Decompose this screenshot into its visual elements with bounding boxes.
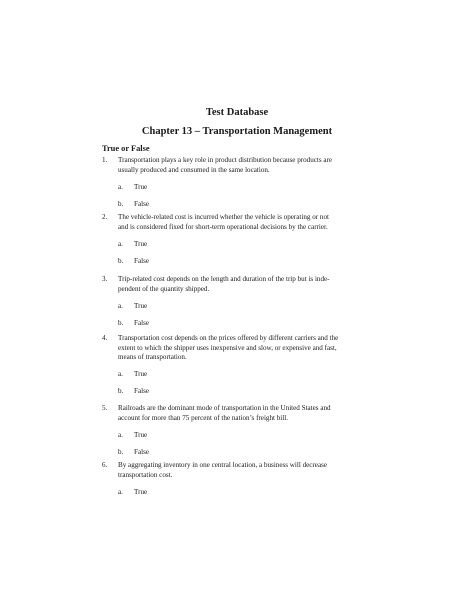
- question-stem: [102, 213, 372, 232]
- answer-option: [118, 387, 372, 397]
- question-line: pendent of the quantity shipped.: [118, 284, 210, 293]
- question-stem: [102, 275, 372, 294]
- answer-option: [118, 183, 372, 193]
- question-line: Railroads are the dominant mode of transportation in the United States and: [118, 404, 331, 412]
- option-text: True: [134, 487, 148, 496]
- answer-options: [118, 370, 372, 397]
- question-5: [102, 404, 372, 457]
- answer-option: [118, 302, 372, 312]
- option-letter: a.: [118, 182, 123, 191]
- question-line: By aggregating inventory in one central location, a business will decrease: [118, 461, 328, 469]
- question-number: 6.: [102, 461, 108, 469]
- option-text: False: [134, 199, 149, 208]
- question-stem: [102, 461, 372, 480]
- question-line: Transportation plays a key role in product distribution because products are: [118, 156, 333, 164]
- answer-option: [118, 200, 372, 210]
- answer-options: [118, 488, 372, 498]
- option-letter: b.: [118, 447, 124, 456]
- option-text: False: [134, 256, 149, 265]
- option-letter: b.: [118, 318, 124, 327]
- answer-options: [118, 183, 372, 210]
- option-text: False: [134, 447, 149, 456]
- answer-options: [118, 240, 372, 267]
- option-text: True: [134, 301, 148, 310]
- question-stem: [102, 404, 372, 423]
- question-line: and is considered fixed for short-term operational decisions by the carrier.: [118, 222, 328, 231]
- question-4: [102, 334, 372, 397]
- question-line: Trip-related cost depends on the length and duration of the trip but is inde-: [118, 275, 330, 283]
- answer-option: [118, 448, 372, 458]
- answer-option: [118, 488, 372, 498]
- option-letter: a.: [118, 301, 123, 310]
- question-line: The vehicle-related cost is incurred whether the vehicle is operating or not: [118, 213, 329, 221]
- question-stem: [102, 156, 372, 175]
- document-title: Test Database: [205, 107, 269, 118]
- question-number: 4.: [102, 334, 108, 342]
- question-3: [102, 275, 372, 328]
- answer-option: [118, 257, 372, 267]
- question-6: [102, 461, 372, 497]
- option-text: False: [134, 318, 149, 327]
- option-text: True: [134, 370, 148, 378]
- question-line: extent to which the shipper uses inexpensive and slow, or expensive and fast,: [118, 343, 337, 352]
- question-number: 2.: [102, 213, 108, 221]
- question-line: account for more than 75 percent of the nation’s freight bill.: [118, 413, 288, 422]
- question-line: Transportation cost depends on the prices offered by different carriers and the: [118, 334, 339, 342]
- option-letter: a.: [118, 487, 123, 496]
- option-text: False: [134, 387, 149, 395]
- answer-option: [118, 319, 372, 329]
- answer-option: [118, 240, 372, 250]
- answer-option: [118, 370, 372, 380]
- answer-option: [118, 431, 372, 441]
- question-number: 1.: [102, 156, 108, 164]
- option-letter: b.: [118, 387, 124, 395]
- option-letter: b.: [118, 256, 124, 265]
- option-letter: a.: [118, 239, 123, 248]
- question-stem: [102, 334, 372, 363]
- question-line: transportation cost.: [118, 470, 173, 479]
- question-1: [102, 156, 372, 209]
- chapter-title: Chapter 13 – Transportation Management: [141, 126, 333, 137]
- option-text: True: [134, 182, 148, 191]
- answer-options: [118, 431, 372, 458]
- option-letter: a.: [118, 430, 123, 439]
- option-text: True: [134, 239, 148, 248]
- question-number: 3.: [102, 275, 108, 283]
- question-line: means of transportation.: [118, 353, 187, 361]
- answer-options: [118, 302, 372, 329]
- option-letter: b.: [118, 199, 124, 208]
- question-2: [102, 213, 372, 266]
- option-text: True: [134, 430, 148, 439]
- section-heading: True or False: [102, 144, 150, 153]
- question-number: 5.: [102, 404, 108, 412]
- question-line: usually produced and consumed in the same location.: [118, 165, 270, 174]
- option-letter: a.: [118, 370, 123, 378]
